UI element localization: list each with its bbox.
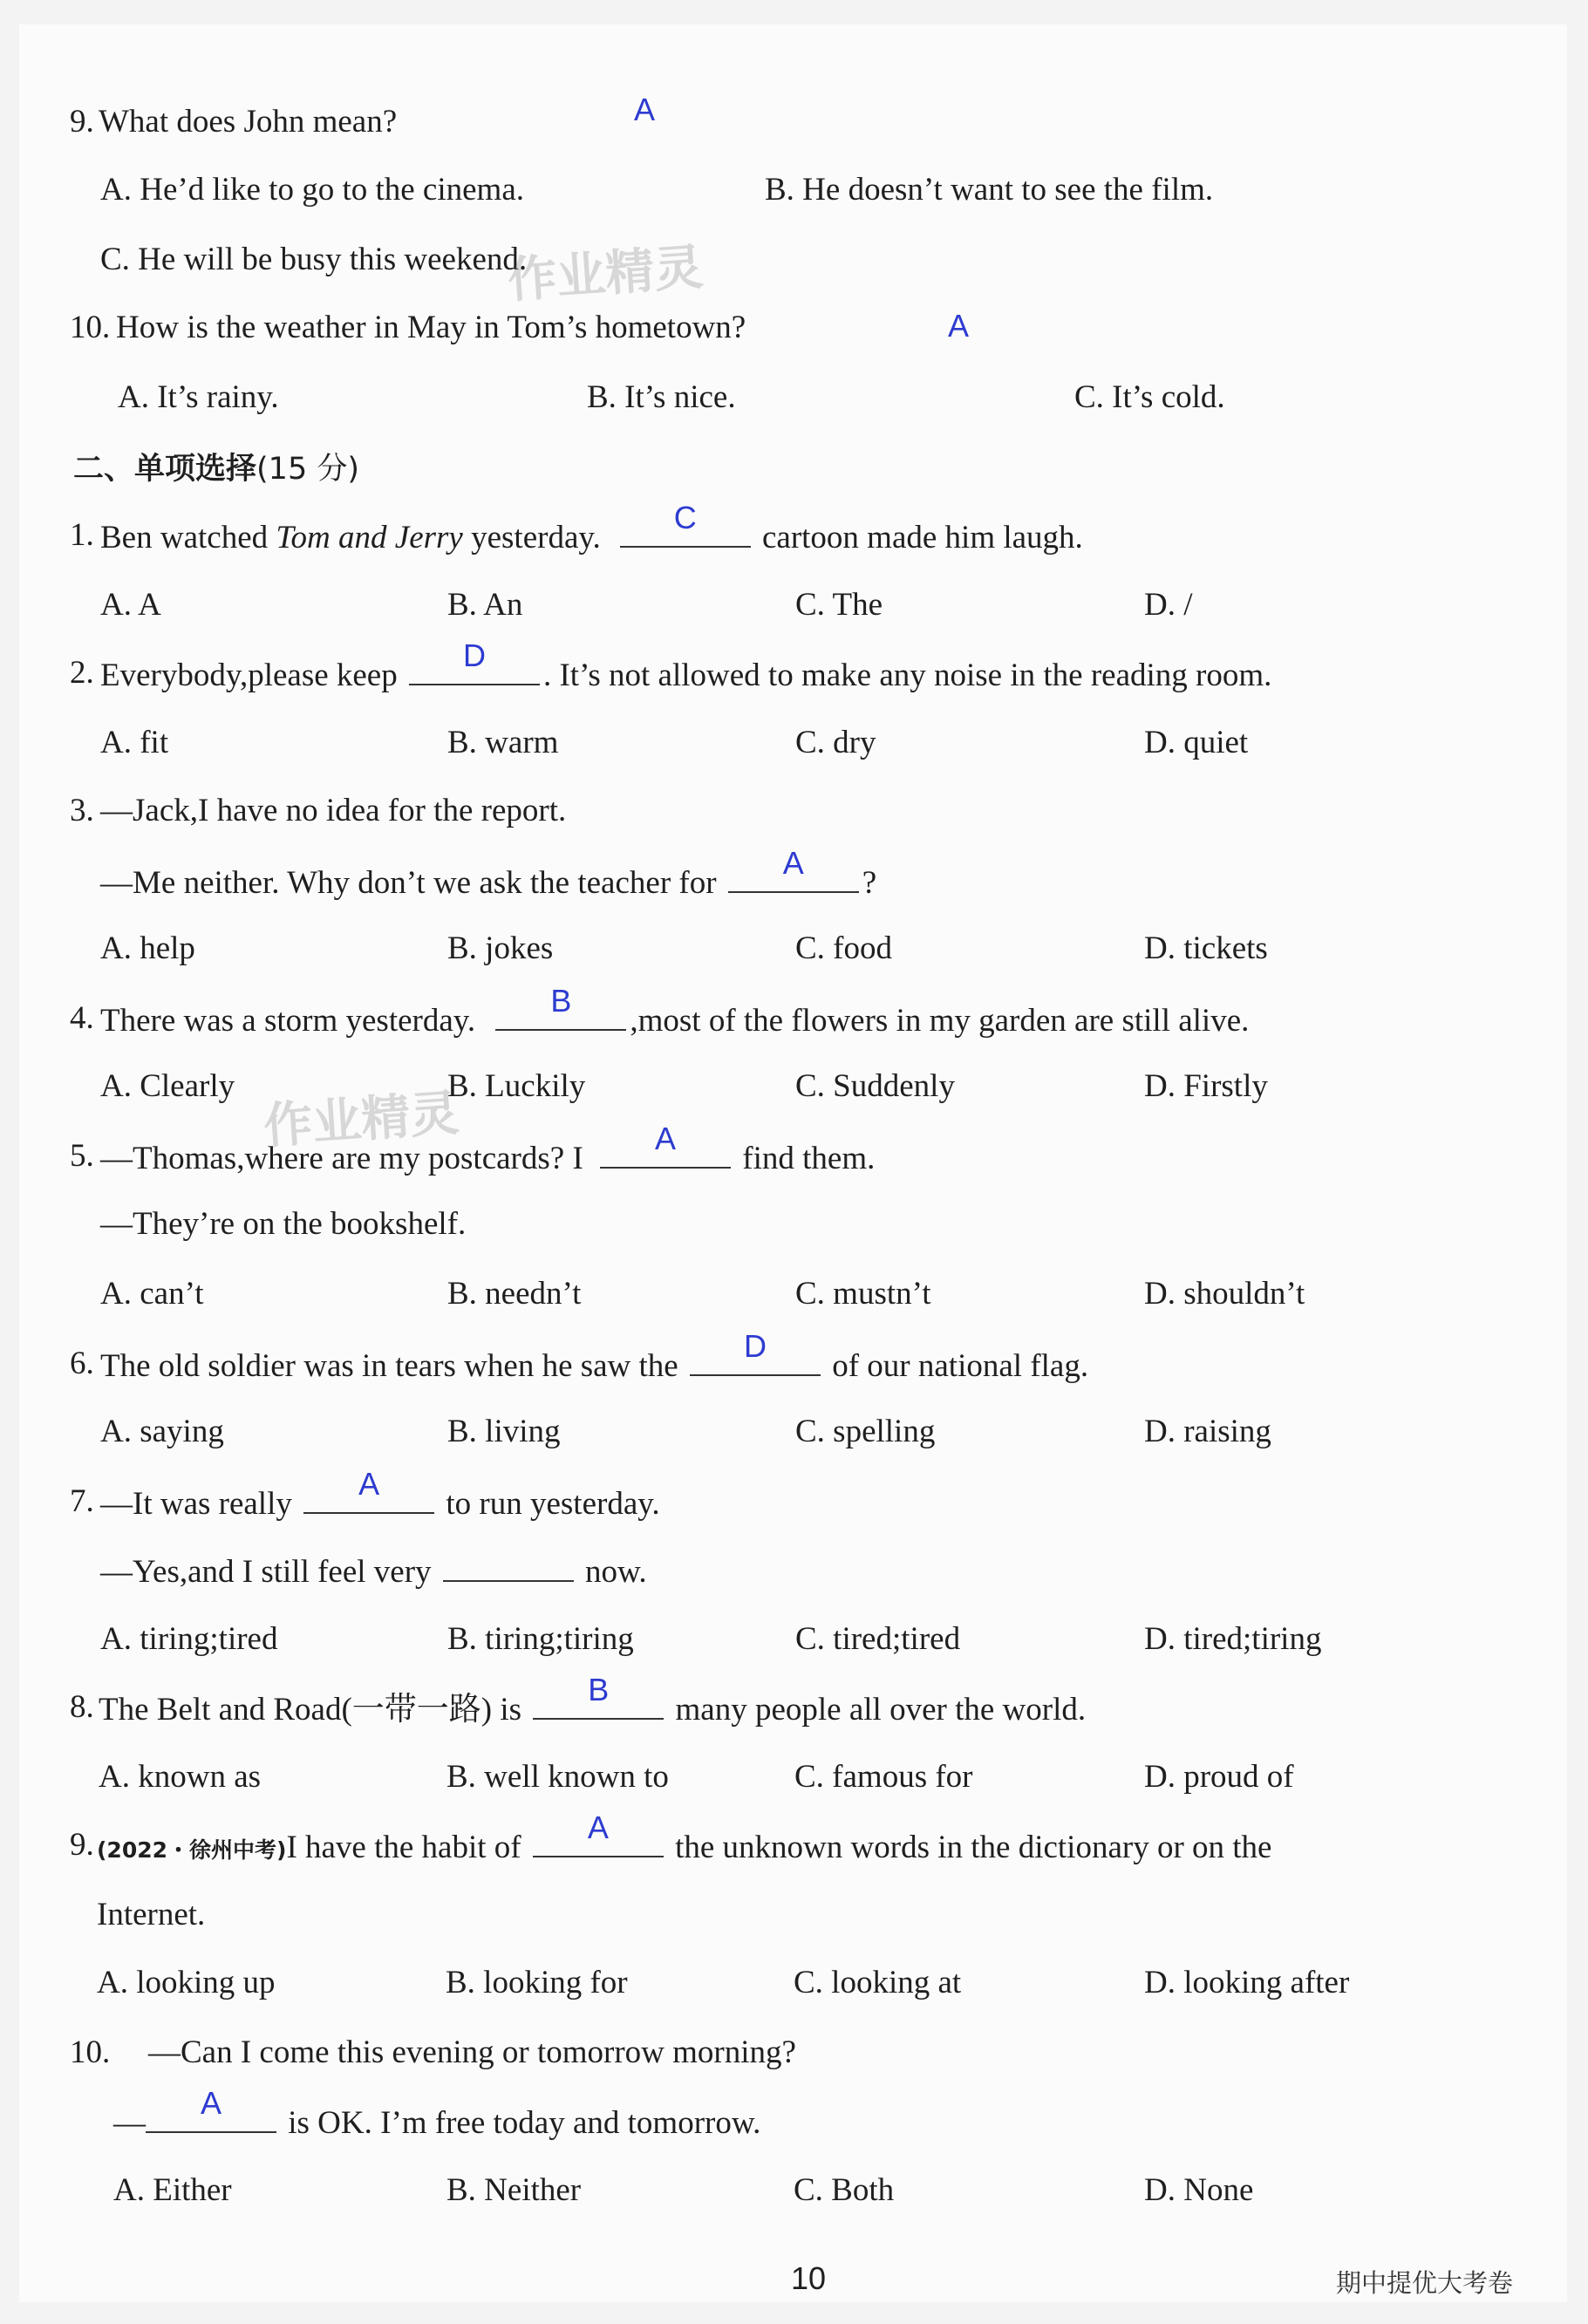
answer-blank: D: [409, 649, 540, 685]
exam-page: 9. What does John mean? A A. He’d like to go to the cinema. B. He doesn’t want to see the film. C. He will be busy this weekend. 10. How is the weather in May in Tom’s hometown? A A. It’s rainy. B. It’s nice. C. It’s cold. 二、单项选择(15 分) 1. Ben watched Tom and Jerry yesterday. C cartoon made him laugh. A. A B. An C. The D. / 2. Everybody,please keep D . It’s not allowed to make any noise in the reading room. A. fit B. warm C. dry D. quiet 3. —Jack,I have no idea for the report. —Me neither. Why don’t we ask the teacher for A ? A. help B. jokes C. food D. tickets 4. There was a storm yesterday. B ,most of the flowers in my garden are still alive. A. Clearly B. Luckily C. Suddenly D. Firstly 5. —Thomas,where are my postcards? I A find them. —They’re on the bookshelf. A. can’t B. needn’t C. mustn’t D. shouldn’t 6. The old soldier was in tears when he saw the D of our national flag. A. saying B. living C. spelling D. raising 7. —It was really A to run yesterday. —Yes,and I still feel very now. A. tiring;tired B. tiring;tiring C. tired;tired D. tired;tiring 8. The Belt and Road(一带一路) is B many people all over the world. A. known as B. well known to C. famous for D. proud of 9. (2022・徐州中考)I have the habit of A the unknown words in the dictionary or on the Internet. A. looking up B. looking for C. looking at D. looking after 10. —Can I come this evening or tomorrow morning? — A is OK. I’m free today and tomorrow. A. Either B. Neither C. Both D. None 作业精灵 作业精灵 10 期中提优大考卷: [19, 24, 1567, 2302]
answer-blank: A: [303, 1477, 434, 1514]
answer-blank: B: [495, 994, 626, 1031]
answer-blank: A: [146, 2096, 276, 2133]
answer-mark: A: [948, 308, 970, 344]
source-tag: (2022・徐州中考): [97, 1837, 287, 1863]
answer-blank: A: [728, 856, 859, 893]
footer-title: 期中提优大考卷: [1336, 2268, 1514, 2298]
answer-blank: B: [533, 1683, 664, 1720]
answer-mark: A: [634, 92, 656, 127]
watermark: 作业精灵: [506, 239, 705, 310]
page-number: 10: [791, 2260, 827, 2296]
answer-blank: D: [690, 1339, 821, 1376]
section-title: 二、单项选择(15 分): [73, 452, 359, 487]
watermark: 作业精灵: [262, 1085, 461, 1155]
answer-blank: A: [600, 1132, 731, 1169]
answer-blank: C: [620, 511, 751, 548]
answer-blank: [443, 1545, 574, 1582]
answer-blank: A: [533, 1821, 664, 1857]
